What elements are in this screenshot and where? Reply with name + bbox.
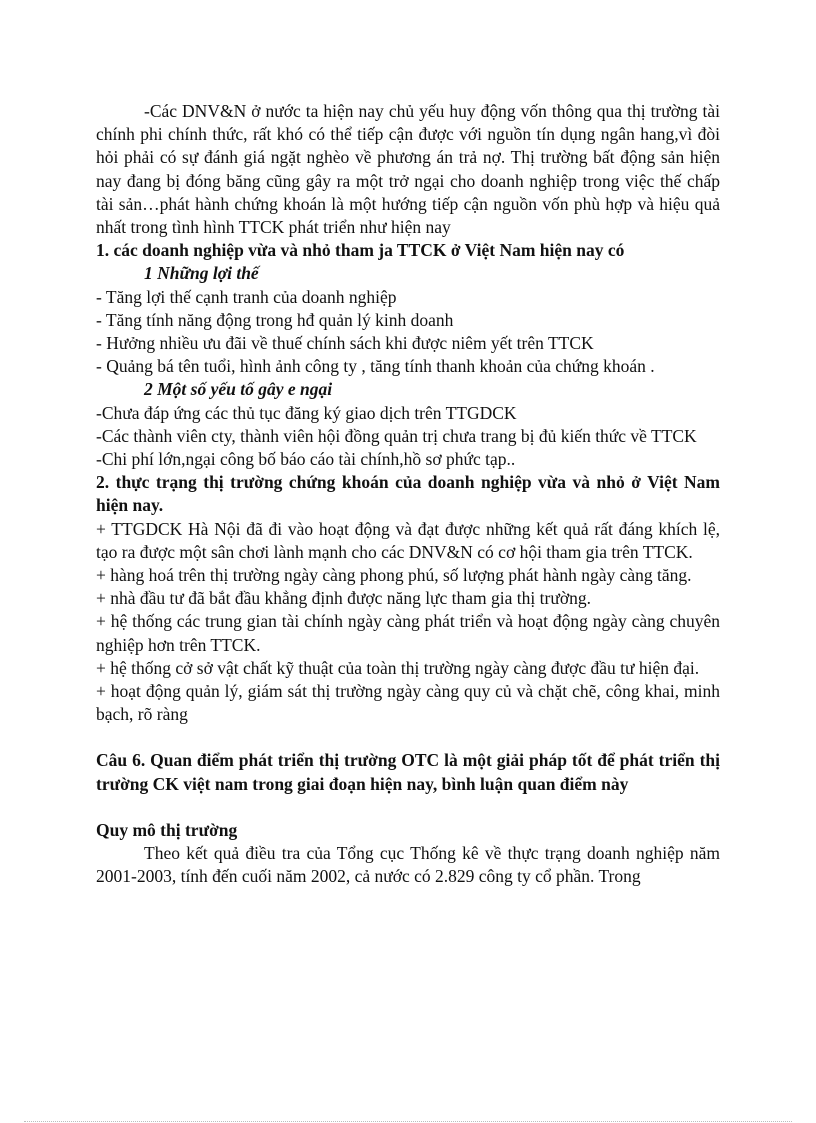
section-heading-market-size: Quy mô thị trường [96,819,238,840]
list-item: - Hưởng nhiều ưu đãi về thuế chính sách khi được niêm yết trên TTCK [96,333,594,354]
spacer [96,796,720,819]
section-heading-1: 1. các doanh nghiệp vừa và nhỏ tham ja TTCK ở Việt Nam hiện nay có [96,240,625,261]
list-item: - Quảng bá tên tuổi, hình ảnh công ty , tăng tính thanh khoản của chứng khoán . [96,356,655,377]
list-item: + TTGDCK Hà Nội đã đi vào hoạt động và đạt được những kết quả rất đáng khích lệ, tạo ra được một sân chơi lành mạnh cho các DNV&N có cơ hội tham gia trên TTCK. [96,518,720,562]
list-item: + hệ thống các trung gian tài chính ngày càng phát triển và hoạt động ngày càng chuyên nghiệp hơn trên TTCK. [96,611,720,655]
subheading-advantages: 1 Những lợi thế [144,263,259,284]
list-item: - Tăng lợi thế cạnh tranh của doanh nghiệp [96,286,397,307]
section-heading-2: 2. thực trạng thị trường chứng khoán của doanh nghiệp vừa và nhỏ ở Việt Nam hiện nay. [96,472,720,516]
market-size-paragraph: Theo kết quả điều tra của Tổng cục Thống kê về thực trạng doanh nghiệp năm 2001-2003, tính đến cuối năm 2002, cả nước có 2.829 công ty cổ phần. Trong [96,843,720,887]
spacer [96,726,720,749]
page-bottom-border [24,1121,792,1122]
list-item: -Các thành viên cty, thành viên hội đồng quản trị chưa trang bị đủ kiến thức về TTCK [96,425,697,446]
list-item: -Chưa đáp ứng các thủ tục đăng ký giao dịch trên TTGDCK [96,402,517,423]
subheading-concerns: 2 Một số yếu tố gây e ngại [144,379,333,400]
list-item: + hoạt động quản lý, giám sát thị trường ngày càng quy củ và chặt chẽ, công khai, minh bạch, rõ ràng [96,681,720,725]
list-item: -Chi phí lớn,ngại công bố báo cáo tài chính,hồ sơ phức tạp.. [96,449,516,470]
document-page [96,100,720,889]
question-heading: Câu 6. Quan điểm phát triển thị trường OTC là một giải pháp tốt để phát triển thị trường CK việt nam trong giai đoạn hiện nay, bình luận quan điểm này [96,750,720,794]
list-item: - Tăng tính năng động trong hđ quản lý kinh doanh [96,309,454,330]
list-item: + hệ thống cở sở vật chất kỹ thuật của toàn thị trường ngày càng được đầu tư hiện đại. [96,657,700,678]
list-item: + hàng hoá trên thị trường ngày càng phong phú, số lượng phát hành ngày càng tăng. [96,565,692,586]
list-item: + nhà đầu tư đã bắt đầu khẳng định được năng lực tham gia thị trường. [96,588,591,609]
intro-paragraph: -Các DNV&N ở nước ta hiện nay chủ yếu huy động vốn thông qua thị trường tài chính phi chính thức, rất khó có thể tiếp cận được với nguồn tín dụng ngân hang,vì đòi hỏi phải có sự đánh giá ngặt nghèo về phương án trả nợ. Thị trường bất động sản hiện nay đang bị đóng băng cũng gây ra một trở ngại cho doanh nghiệp trong việc thế chấp tài sản…phát hành chứng khoán là một hướng tiếp cận nguồn vốn phù hợp và hiệu quả nhất trong tình hình TTCK phát triển như hiện nay [96,101,720,238]
